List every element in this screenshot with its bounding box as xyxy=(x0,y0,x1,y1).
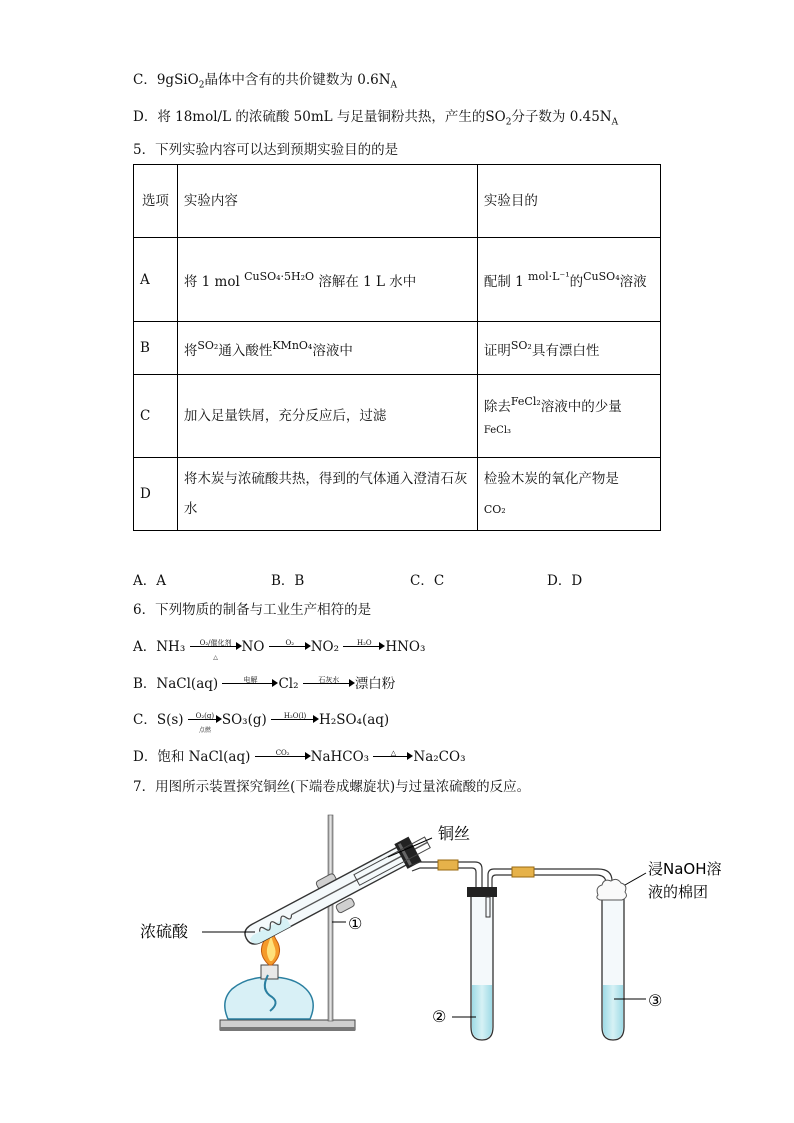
q6-option-c: C．S(s) O₂(g) 点燃 SO₃(g) H₂O(l) H₂SO₄(aq) xyxy=(133,712,390,734)
acid-label: 浓硫酸 xyxy=(140,922,189,941)
test-tube-3 xyxy=(597,879,627,1040)
answer-c: C．C xyxy=(410,573,445,589)
row-option: B xyxy=(134,322,178,375)
reaction-test-tube xyxy=(240,830,434,951)
header-content: 实验内容 xyxy=(177,165,477,238)
marker-3: ③ xyxy=(648,991,663,1010)
reaction-arrow: CO₂ xyxy=(255,749,311,763)
question-7-stem: 7．用图所示装置探究铜丝(下端卷成螺旋状)与过量浓硫酸的反应。 xyxy=(133,779,531,795)
table-header-row xyxy=(134,165,661,238)
stand-rod xyxy=(328,815,333,1021)
experiment-table xyxy=(133,164,661,531)
option-c-line: C．9gSiO$_2$晶体中含有的共价键数为 $0.6N_A$ xyxy=(133,72,398,91)
row-content: 将 1 mol $^{CuSO_4\cdot 5H_2O}$ 溶解在 1 L 水中 xyxy=(177,238,477,322)
q6-option-d: D．饱和 NaCl(aq) CO₂ NaHCO₃ △ Na₂CO₃ xyxy=(133,749,466,765)
row-purpose: 除去$^{FeCl_2}$溶液中的少量 FeCl₃ xyxy=(477,375,660,458)
q6-option-b: B．NaCl(aq) 电解 Cl₂ 石灰水 漂白粉 xyxy=(133,676,396,692)
reaction-arrow: △ xyxy=(373,749,413,763)
copper-wire-label: 铜丝 xyxy=(438,824,471,843)
table-row xyxy=(134,458,661,531)
so2-formula: SO xyxy=(485,109,506,125)
row-purpose: 证明$^{SO_2}$具有漂白性 xyxy=(477,322,660,375)
row-purpose: 配制 1 $^{mol\cdot L^{-1}}$的$^{CuSO_4}$溶液 xyxy=(477,238,660,322)
reaction-arrow: 电解 xyxy=(222,676,278,690)
answer-a: A．A xyxy=(133,573,166,589)
option-c-text: 晶体中含有的共价键数为 0.6N xyxy=(204,72,391,88)
sio2-formula: SiO xyxy=(174,72,199,88)
answer-d: D．D xyxy=(547,573,583,589)
marker-1: ① xyxy=(348,914,363,933)
question-6-stem: 6．下列物质的制备与工业生产相符的是 xyxy=(133,602,372,618)
cotton-label-line2: 液的棉团 xyxy=(648,883,709,901)
alcohol-lamp xyxy=(225,925,313,1019)
row-option: A xyxy=(134,238,178,322)
marker-2: ② xyxy=(432,1007,447,1026)
reaction-arrow: 石灰水 xyxy=(303,676,355,690)
option-d-prefix: D．将 18mol/L 的浓硫酸 50mL 与足量铜粉共热，产生的 xyxy=(133,109,486,125)
option-d-line: D．将 18mol/L 的浓硫酸 50mL 与足量铜粉共热，产生的$SO_2$分子数为 $0.45N_A$ xyxy=(133,109,619,128)
row-content: 加入足量铁屑，充分反应后，过滤 xyxy=(177,375,477,458)
row-content: 将木炭与浓硫酸共热，得到的气体通入澄清石灰水 xyxy=(177,458,477,531)
table-row xyxy=(134,238,661,322)
question-5-stem: 5．下列实验内容可以达到预期实验目的的是 xyxy=(133,142,399,158)
table-row xyxy=(134,375,661,458)
reaction-arrow: O₂(g) 点燃 xyxy=(188,712,222,726)
reaction-arrow: H₂O xyxy=(343,639,385,653)
row-purpose: 检验木炭的氧化产物是 CO₂ xyxy=(477,458,660,531)
reaction-arrow: O₂ xyxy=(269,639,311,653)
apparatus-diagram xyxy=(120,805,760,1050)
cotton-label-line1: 浸NaOH溶 xyxy=(648,860,722,878)
reaction-arrow: H₂O(l) xyxy=(271,712,319,726)
header-purpose: 实验目的 xyxy=(477,165,660,238)
header-option: 选项 xyxy=(134,165,178,238)
answer-b: B．B xyxy=(271,573,305,589)
row-option: C xyxy=(134,375,178,458)
option-d-text: 分子数为 0.45N xyxy=(511,109,612,125)
cotton-plug xyxy=(597,879,627,900)
q6-option-a: A．NH₃ O₂/催化剂 △ NO O₂ NO₂ H₂O HNO₃ xyxy=(133,639,426,661)
row-option: D xyxy=(134,458,178,531)
reaction-arrow: O₂/催化剂 △ xyxy=(190,639,242,653)
table-row xyxy=(134,322,661,375)
row-content: 将$^{SO_2}$通入酸性$^{KMnO_4}$溶液中 xyxy=(177,322,477,375)
option-c-prefix: C．9g xyxy=(133,72,175,88)
